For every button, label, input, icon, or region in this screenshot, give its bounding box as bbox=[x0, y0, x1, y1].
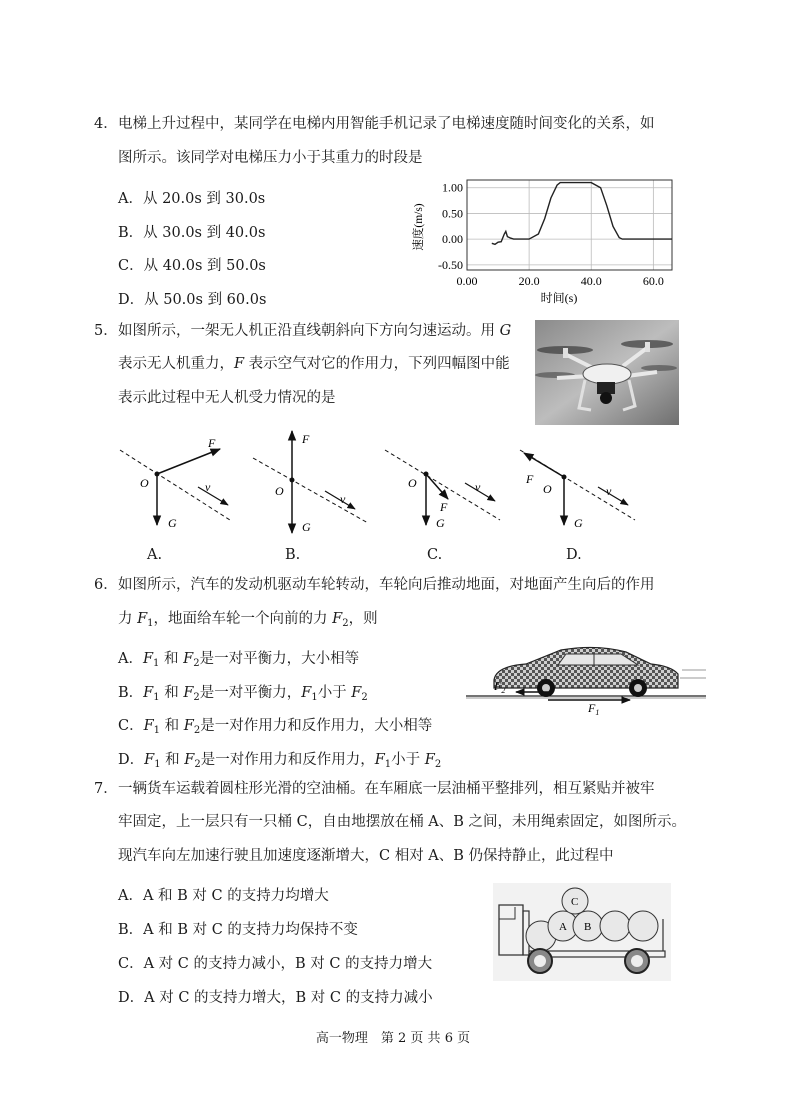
y-tick-label: 0.50 bbox=[442, 206, 463, 221]
x-tick-label: 0.00 bbox=[456, 274, 478, 288]
q7-stem-line1: 一辆货车运载着圆柱形光滑的空油桶。在车厢底一层油桶平整排列，相互紧贴并被牢 bbox=[118, 781, 655, 797]
label-v: v bbox=[475, 480, 481, 494]
diagram-d bbox=[520, 450, 635, 530]
label-o: O bbox=[140, 476, 149, 490]
q6-option-c: C．$F_1$ 和 $F_2$是一对作用力和反作用力，大小相等 bbox=[118, 718, 433, 736]
label-v: v bbox=[340, 492, 346, 506]
q6-stem-line2: 力 $F_1$，地面给车轮一个向前的力 $F_2$，则 bbox=[118, 611, 378, 629]
velocity-time-chart bbox=[410, 175, 675, 305]
y-tick-labels bbox=[438, 181, 463, 272]
label-v: v bbox=[606, 484, 612, 498]
q5-force-diagrams bbox=[110, 425, 650, 565]
q6-option-a: A．$F_1$ 和 $F_2$是一对平衡力，大小相等 bbox=[118, 651, 360, 669]
q5-option-d: D. bbox=[566, 547, 582, 563]
plot-frame bbox=[467, 180, 672, 270]
q5-stem-line1: 如图所示，一架无人机正沿直线朝斜向下方向匀速运动。用 G bbox=[118, 323, 512, 339]
label-o: O bbox=[408, 476, 417, 490]
y-axis-label: 速度(m/s) bbox=[413, 203, 425, 251]
q5-stem-line3: 表示此过程中无人机受力情况的是 bbox=[118, 390, 336, 406]
label-g: G bbox=[574, 516, 583, 530]
label-g: G bbox=[168, 516, 177, 530]
q4-option-b: B．从 30.0s 到 40.0s bbox=[118, 225, 266, 241]
q7-stem-line3: 现汽车向左加速行驶且加速度逐渐增大，C 相对 A、B 仍保持静止，此过程中 bbox=[118, 848, 614, 864]
q5-option-a: A. bbox=[147, 547, 163, 563]
q4-stem-line2: 图所示。该同学对电梯压力小于其重力的时段是 bbox=[118, 150, 423, 166]
q7-stem-line2: 牢固定，上一层只有一只桶 C，自由地摆放在桶 A、B 之间，未用绳索固定，如图所示。 bbox=[118, 814, 687, 830]
barrel-c-label: C bbox=[571, 896, 579, 908]
q6-number: 6． bbox=[94, 577, 118, 593]
y-tick-label: 0.00 bbox=[442, 232, 463, 247]
label-f: F bbox=[302, 432, 310, 446]
q4-stem-line1: 电梯上升过程中，某同学在电梯内用智能手机记录了电梯速度随时间变化的关系，如 bbox=[118, 116, 655, 132]
label-f: F bbox=[208, 436, 216, 450]
x-tick-label: 40.0 bbox=[580, 274, 602, 288]
q7-option-c: C．A 对 C 的支持力减小，B 对 C 的支持力增大 bbox=[118, 956, 433, 972]
barrel-b-label: B bbox=[584, 921, 592, 933]
q5-option-c: C. bbox=[427, 547, 443, 563]
q4-option-a: A．从 20.0s 到 30.0s bbox=[118, 191, 266, 207]
q7-option-b: B．A 和 B 对 C 的支持力均保持不变 bbox=[118, 922, 358, 938]
q5-stem-line2: 表示无人机重力，F 表示空气对它的作用力，下列四幅图中能 bbox=[118, 356, 510, 372]
label-g: G bbox=[302, 520, 311, 534]
q5-number: 5． bbox=[94, 323, 118, 339]
drone-photo bbox=[535, 320, 679, 425]
x-tick-label: 60.0 bbox=[642, 274, 664, 288]
label-o: O bbox=[543, 482, 552, 496]
q7-option-d: D．A 对 C 的支持力增大，B 对 C 的支持力减小 bbox=[118, 990, 433, 1006]
diagram-c bbox=[385, 450, 500, 530]
label-v: v bbox=[205, 480, 211, 494]
q4-number: 4． bbox=[94, 116, 118, 132]
x-tick-label: 20.0 bbox=[518, 274, 540, 288]
diagram-b bbox=[253, 431, 368, 534]
diagram-a bbox=[120, 436, 230, 530]
label-f: F bbox=[440, 500, 448, 514]
chart-grid bbox=[467, 180, 672, 270]
q7-number: 7． bbox=[94, 781, 118, 797]
q6-option-d: D．$F_1$ 和 $F_2$是一对作用力和反作用力，$F_1$小于 $F_2$ bbox=[118, 752, 442, 770]
label-o: O bbox=[275, 484, 284, 498]
label-f1: $F_1$ bbox=[588, 701, 600, 715]
label-f: F bbox=[526, 472, 534, 486]
q6-stem-line1: 如图所示，汽车的发动机驱动车轮转动，车轮向后推动地面，对地面产生向后的作用 bbox=[118, 577, 655, 593]
x-axis-label: 时间(s) bbox=[540, 291, 578, 305]
truck-figure bbox=[493, 883, 671, 981]
q6-option-b: B．$F_1$ 和 $F_2$是一对平衡力，$F_1$小于 $F_2$ bbox=[118, 685, 368, 703]
page-footer: 高一物理 第 2 页 共 6 页 bbox=[315, 1031, 471, 1046]
x-tick-labels bbox=[457, 274, 664, 288]
q7-option-a: A．A 和 B 对 C 的支持力均增大 bbox=[118, 888, 329, 904]
y-tick-label: 1.00 bbox=[442, 180, 463, 195]
car-figure bbox=[466, 640, 711, 715]
q5-option-b: B. bbox=[285, 547, 301, 563]
barrel-a-label: A bbox=[559, 921, 567, 933]
q4-option-c: C．从 40.0s 到 50.0s bbox=[118, 258, 266, 274]
label-g: G bbox=[436, 516, 445, 530]
label-f2: $F_2$ bbox=[494, 679, 506, 695]
q4-option-d: D．从 50.0s 到 60.0s bbox=[118, 292, 267, 308]
y-tick-label: -0.50 bbox=[438, 257, 463, 272]
